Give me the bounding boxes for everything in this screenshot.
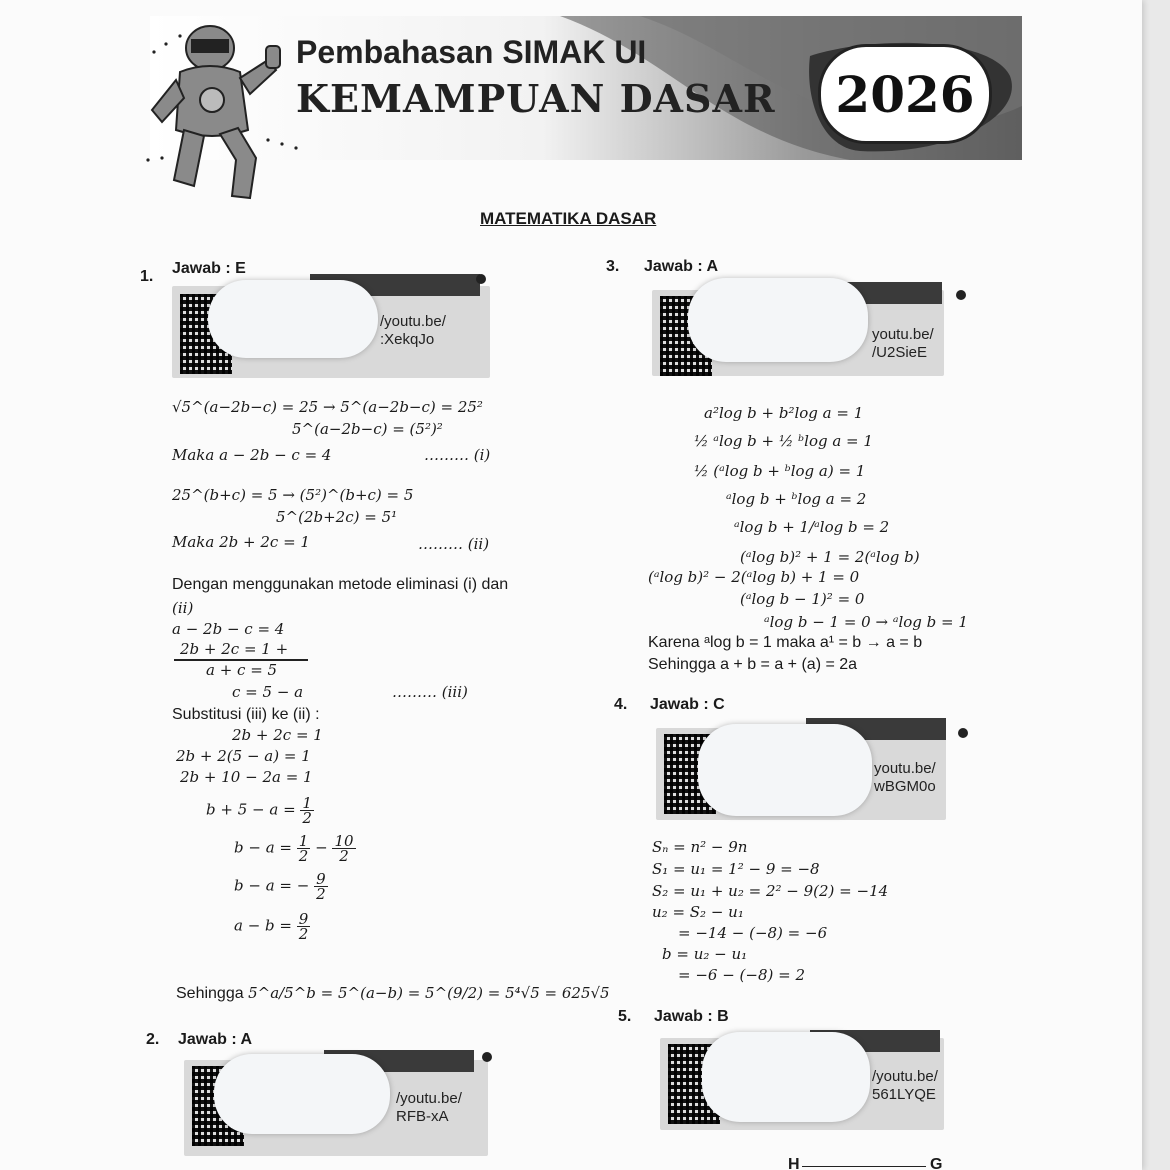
q3-step-9: ᵃlog b − 1 = 0 → ᵃlog b = 1: [764, 613, 968, 631]
q2-number: 2.: [146, 1031, 160, 1048]
push-pin-icon: [476, 274, 486, 284]
q4-step-6: b = u₂ − u₁: [662, 945, 748, 963]
q1-step-9: a − 2b − c = 4: [172, 620, 285, 638]
q3-step-1: a²log b + b²log a = 1: [704, 404, 864, 422]
q3-step-3: ½ (ᵃlog b + ᵇlog a) = 1: [694, 462, 866, 480]
q1-number: 1.: [140, 268, 154, 285]
q4-step-1: Sₙ = n² − 9n: [652, 838, 748, 856]
push-pin-icon: [482, 1052, 492, 1062]
q1-step-4: 25^(b+c) = 5 → (5²)^(b+c) = 5: [172, 486, 414, 504]
q1-tag-2: ……… (ii): [418, 535, 490, 553]
q1-step-7: Dengan menggunakan metode eliminasi (i) dan: [172, 576, 509, 593]
footer-left-letter: H: [788, 1156, 800, 1170]
q3-step-8: (ᵃlog b − 1)² = 0: [740, 590, 865, 608]
q4-number: 4.: [614, 696, 628, 713]
q1-step-17: b + 5 − a = $\frac{1}{2}$: [206, 794, 312, 827]
q3-step-6: (ᵃlog b)² + 1 = 2(ᵃlog b): [740, 548, 920, 566]
q4-step-2: S₁ = u₁ = 1² − 9 = −8: [652, 860, 820, 878]
q5-link: /youtu.be/ 561LYQE: [872, 1068, 938, 1103]
q1-conclusion: Sehingga 5^a/5^b = 5^(a−b) = 5^(9/2) = 5⁴√5 = 625√5: [176, 984, 610, 1002]
q3-step-7: (ᵃlog b)² − 2(ᵃlog b) + 1 = 0: [648, 568, 860, 586]
q1-step-14: 2b + 2c = 1: [232, 726, 323, 744]
footer-line: [802, 1166, 926, 1167]
q1-step-13: Substitusi (iii) ke (ii) :: [172, 706, 320, 723]
q3-answer: Jawab : A: [644, 258, 719, 275]
q1-step-6: Maka 2b + 2c = 1: [172, 533, 310, 551]
header-title-line2: KEMAMPUAN DASAR: [296, 76, 776, 121]
q4-answer: Jawab : C: [650, 696, 725, 713]
push-pin-icon: [956, 290, 966, 300]
q4-redacted-area: [698, 724, 872, 816]
q2-answer: Jawab : A: [178, 1031, 253, 1048]
q3-step-4: ᵃlog b + ᵇlog a = 2: [726, 490, 867, 508]
q1-redacted-area: [208, 280, 378, 358]
q1-step-5: 5^(2b+2c) = 5¹: [276, 508, 398, 526]
q1-answer: Jawab : E: [172, 260, 246, 277]
q5-redacted-area: [702, 1032, 870, 1122]
q3-number: 3.: [606, 258, 620, 275]
q1-link: /youtu.be/ :XekqJo: [380, 313, 446, 348]
q3-step-2: ½ ᵃlog b + ½ ᵇlog a = 1: [694, 432, 873, 450]
q1-step-11: a + c = 5: [206, 661, 278, 679]
q4-step-3: S₂ = u₁ + u₂ = 2² − 9(2) = −14: [652, 882, 889, 900]
footer-right-letter: G: [930, 1156, 943, 1170]
q2-link: /youtu.be/ RFB-xA: [396, 1090, 462, 1125]
q4-link: youtu.be/ wBGM0o: [874, 760, 936, 795]
q1-step-15: 2b + 2(5 − a) = 1: [176, 747, 311, 765]
q1-tag-3: ……… (iii): [392, 683, 468, 701]
q2-redacted-area: [214, 1054, 390, 1134]
header-year-badge: 2026: [818, 44, 992, 144]
q4-step-5: = −14 − (−8) = −6: [678, 924, 828, 942]
q1-step-8: (ii): [172, 599, 194, 617]
q1-step-10: 2b + 2c = 1 +: [180, 640, 289, 658]
q1-step-20: a − b = $\frac{9}{2}$: [234, 910, 309, 943]
q1-step-19: b − a = − $\frac{9}{2}$: [234, 870, 326, 903]
q3-step-11: Sehingga a + b = a + (a) = 2a: [648, 656, 858, 673]
q4-step-7: = −6 − (−8) = 2: [678, 966, 806, 984]
q1-tag-1: ……… (i): [424, 446, 491, 464]
q1-step-18: b − a = $\frac{1}{2}$ − $\frac{10}{2}$: [234, 832, 354, 865]
header-title-line1: Pembahasan SIMAK UI: [296, 34, 647, 70]
q5-number: 5.: [618, 1008, 632, 1025]
q3-step-5: ᵃlog b + 1/ᵃlog b = 2: [734, 518, 890, 536]
q1-step-1: √5^(a−2b−c) = 25 → 5^(a−2b−c) = 25²: [172, 398, 483, 416]
q3-step-10: Karena ᵃlog b = 1 maka a¹ = b → a = b: [648, 634, 923, 651]
q3-redacted-area: [688, 278, 868, 362]
push-pin-icon: [958, 728, 968, 738]
q5-answer: Jawab : B: [654, 1008, 729, 1025]
q1-step-3: Maka a − 2b − c = 4: [172, 446, 332, 464]
q1-step-16: 2b + 10 − 2a = 1: [180, 768, 313, 786]
q1-step-2: 5^(a−2b−c) = (5²)²: [292, 420, 443, 438]
q4-step-4: u₂ = S₂ − u₁: [652, 903, 744, 921]
q1-step-12: c = 5 − a: [232, 683, 304, 701]
q3-link: youtu.be/ /U2SieE: [872, 326, 934, 361]
robot-mascot-icon: [140, 10, 310, 210]
section-title: MATEMATIKA DASAR: [480, 209, 657, 228]
